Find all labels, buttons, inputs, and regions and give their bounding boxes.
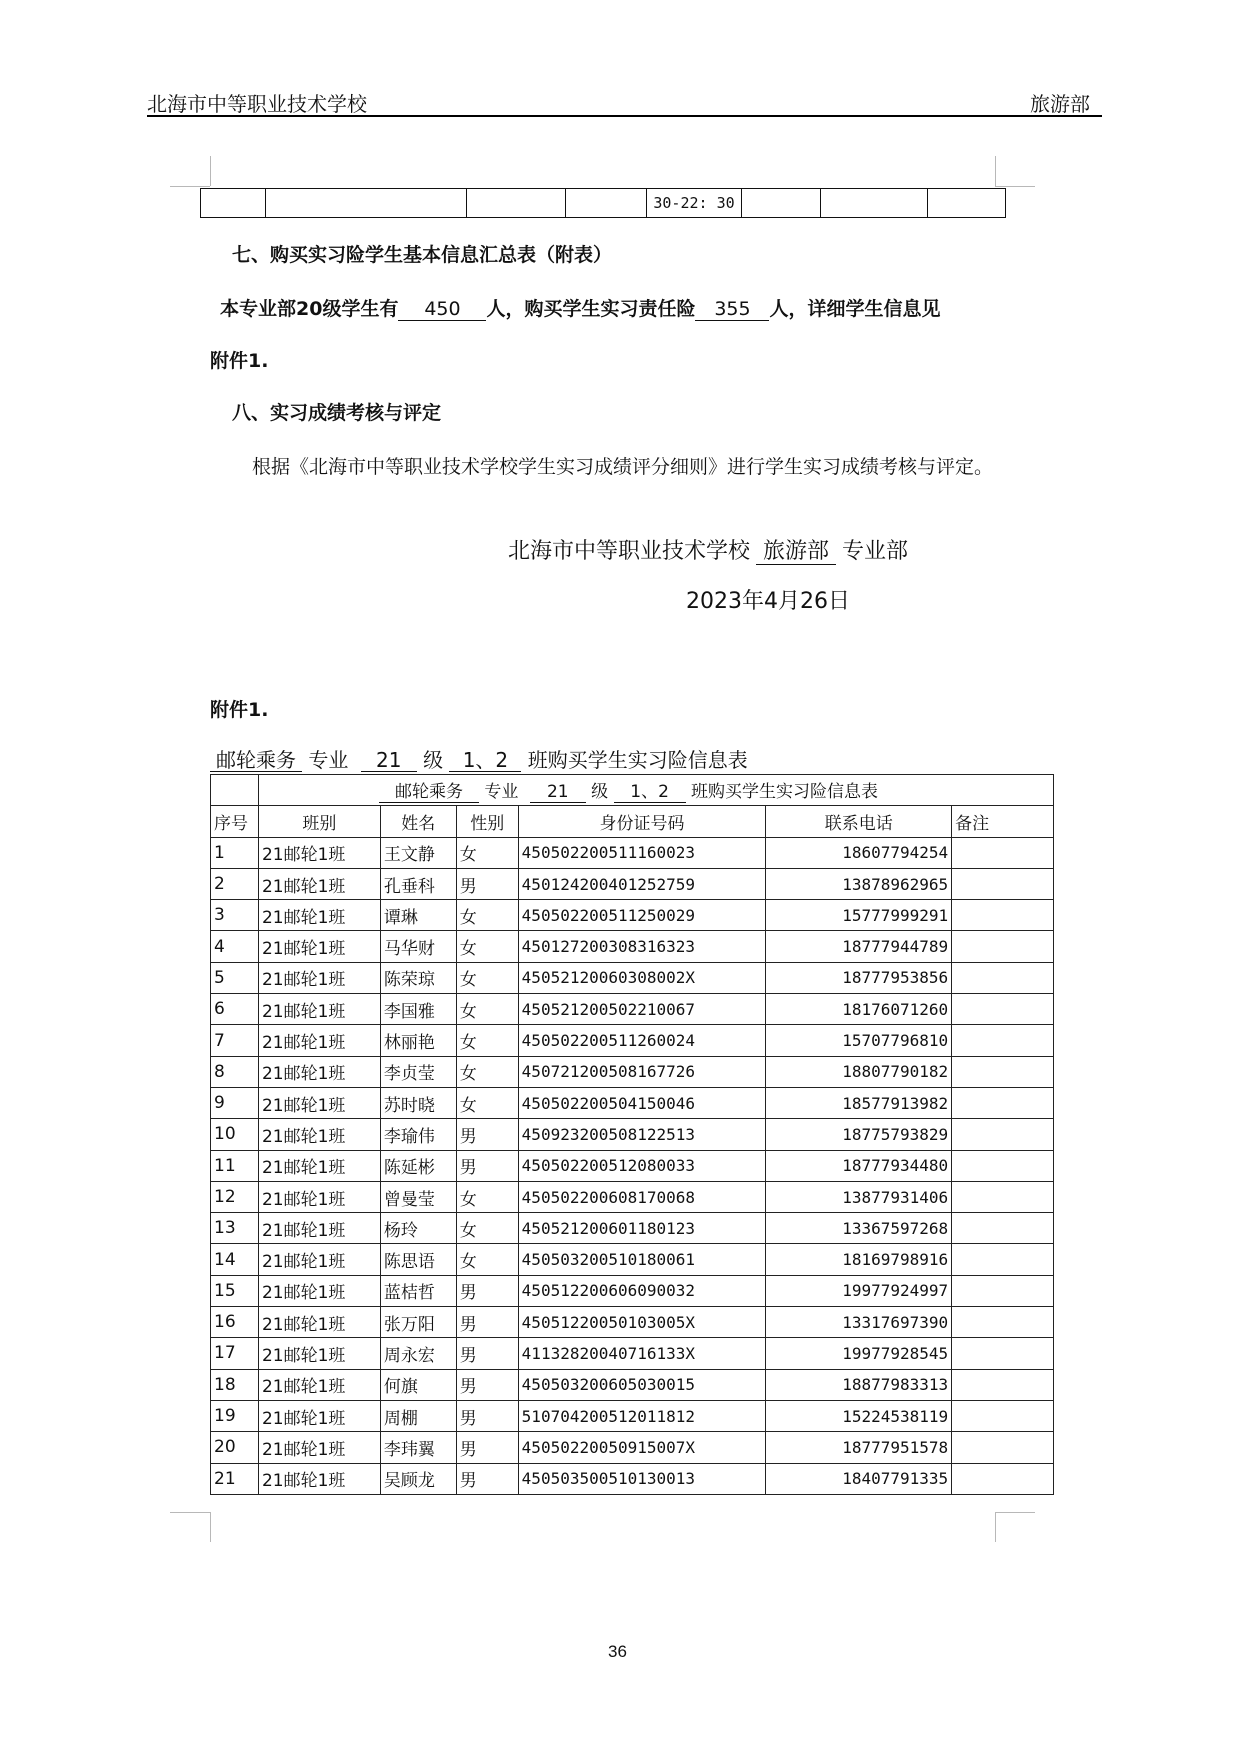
attachment-label: 附件1. <box>210 699 269 721</box>
row-phone: 18407791335 <box>766 1463 952 1494</box>
row-gender: 男 <box>456 1150 518 1181</box>
row-class: 21邮轮1班 <box>258 1213 380 1244</box>
table-row <box>211 1150 1054 1181</box>
row-name: 张万阳 <box>380 1307 456 1338</box>
row-id-number: 450923200508122513 <box>518 1119 766 1150</box>
row-class: 21邮轮1班 <box>258 1307 380 1338</box>
table-row <box>211 931 1054 962</box>
row-index: 16 <box>211 1307 259 1338</box>
table-row <box>211 1307 1054 1338</box>
row-remarks <box>952 1119 1054 1150</box>
row-gender: 女 <box>456 931 518 962</box>
row-class: 21邮轮1班 <box>258 931 380 962</box>
row-phone: 18777934480 <box>766 1150 952 1181</box>
row-class: 21邮轮1班 <box>258 1369 380 1400</box>
header-rule <box>147 115 1102 117</box>
row-name: 何旗 <box>380 1369 456 1400</box>
crop-mark-bottom-left-v <box>210 1512 211 1542</box>
row-index: 2 <box>211 868 259 899</box>
row-name: 谭琳 <box>380 900 456 931</box>
row-class: 21邮轮1班 <box>258 1400 380 1431</box>
row-remarks <box>952 994 1054 1025</box>
row-index: 10 <box>211 1119 259 1150</box>
caption-t3: 班购买学生实习险信息表 <box>527 748 748 772</box>
row-index: 13 <box>211 1213 259 1244</box>
row-remarks <box>952 1181 1054 1212</box>
row-gender: 女 <box>456 837 518 868</box>
continued-table <box>200 188 1006 218</box>
row-phone: 15777999291 <box>766 900 952 931</box>
row-remarks <box>952 868 1054 899</box>
row-name: 吴顾龙 <box>380 1463 456 1494</box>
row-id-number: 450502200511250029 <box>518 900 766 931</box>
row-remarks <box>952 1275 1054 1306</box>
row-phone: 13317697390 <box>766 1307 952 1338</box>
row-class: 21邮轮1班 <box>258 1338 380 1369</box>
row-phone: 18777953856 <box>766 962 952 993</box>
table-cell <box>467 189 566 218</box>
crop-mark-bottom-right-v <box>995 1512 996 1542</box>
row-class: 21邮轮1班 <box>258 1244 380 1275</box>
crop-mark-top-left <box>170 186 210 187</box>
table-title-cell <box>258 775 1053 806</box>
row-remarks <box>952 1307 1054 1338</box>
row-index: 19 <box>211 1400 259 1431</box>
table-row <box>211 1463 1054 1494</box>
table-row <box>211 1369 1054 1400</box>
row-gender: 男 <box>456 868 518 899</box>
row-name: 孔垂科 <box>380 868 456 899</box>
header-gender: 性别 <box>456 806 518 837</box>
section7-paragraph <box>220 294 940 321</box>
row-remarks <box>952 1400 1054 1431</box>
row-index: 4 <box>211 931 259 962</box>
row-name: 林丽艳 <box>380 1025 456 1056</box>
row-name: 马华财 <box>380 931 456 962</box>
row-gender: 女 <box>456 1213 518 1244</box>
page-number: 36 <box>608 1642 627 1661</box>
table-row <box>211 1338 1054 1369</box>
row-phone: 15707796810 <box>766 1025 952 1056</box>
row-phone: 19977924997 <box>766 1275 952 1306</box>
row-name: 周永宏 <box>380 1338 456 1369</box>
header-department: 旅游部 <box>1030 92 1090 116</box>
header-index: 序号 <box>211 806 259 837</box>
crop-mark-bottom-right <box>995 1512 1035 1513</box>
row-id-number: 450503200510180061 <box>518 1244 766 1275</box>
row-remarks <box>952 1244 1054 1275</box>
title-major: 邮轮乘务 <box>379 783 479 803</box>
row-index: 14 <box>211 1244 259 1275</box>
row-id-number: 450124200401252759 <box>518 868 766 899</box>
table-row <box>211 1400 1054 1431</box>
table-row <box>211 1432 1054 1463</box>
row-gender: 男 <box>456 1338 518 1369</box>
row-phone: 13878962965 <box>766 868 952 899</box>
signature-suffix: 专业部 <box>842 539 909 564</box>
row-class: 21邮轮1班 <box>258 837 380 868</box>
row-index: 5 <box>211 962 259 993</box>
section7-text-b: 人，购买学生实习责任险 <box>486 298 696 320</box>
row-name: 李国雅 <box>380 994 456 1025</box>
row-class: 21邮轮1班 <box>258 994 380 1025</box>
row-id-number: 450512200606090032 <box>518 1275 766 1306</box>
row-remarks <box>952 1025 1054 1056</box>
header-name: 姓名 <box>380 806 456 837</box>
signature-date: 2023年4月26日 <box>686 589 850 614</box>
row-phone: 15224538119 <box>766 1400 952 1431</box>
row-index: 8 <box>211 1056 259 1087</box>
row-gender: 男 <box>456 1307 518 1338</box>
section7-text-d: 附件1. <box>210 350 269 372</box>
header-id-number: 身份证号码 <box>518 806 766 837</box>
signature-dept: 旅游部 <box>756 540 836 565</box>
student-count: 450 <box>398 299 486 321</box>
row-class: 21邮轮1班 <box>258 1150 380 1181</box>
table-row <box>211 994 1054 1025</box>
table-row <box>211 1087 1054 1118</box>
row-gender: 女 <box>456 1025 518 1056</box>
row-name: 苏时晓 <box>380 1087 456 1118</box>
table-title-row <box>211 775 1054 806</box>
row-name: 杨玲 <box>380 1213 456 1244</box>
row-index: 9 <box>211 1087 259 1118</box>
crop-mark-top-right <box>995 186 1035 187</box>
row-gender: 男 <box>456 1275 518 1306</box>
row-phone: 18577913982 <box>766 1087 952 1118</box>
row-class: 21邮轮1班 <box>258 962 380 993</box>
row-remarks <box>952 962 1054 993</box>
row-phone: 13367597268 <box>766 1213 952 1244</box>
row-name: 李瑜伟 <box>380 1119 456 1150</box>
caption-grade: 21 <box>361 749 417 772</box>
row-index: 15 <box>211 1275 259 1306</box>
row-phone: 19977928545 <box>766 1338 952 1369</box>
row-index: 6 <box>211 994 259 1025</box>
row-id-number: 450502200504150046 <box>518 1087 766 1118</box>
row-id-number: 450502200512080033 <box>518 1150 766 1181</box>
table-cell <box>211 775 259 806</box>
row-remarks <box>952 837 1054 868</box>
row-gender: 女 <box>456 900 518 931</box>
row-id-number: 450721200508167726 <box>518 1056 766 1087</box>
row-phone: 18775793829 <box>766 1119 952 1150</box>
row-remarks <box>952 1150 1054 1181</box>
table-header-row <box>211 806 1054 837</box>
row-id-number: 510704200512011812 <box>518 1400 766 1431</box>
row-gender: 男 <box>456 1463 518 1494</box>
attachment-caption <box>210 744 748 773</box>
table-row <box>211 962 1054 993</box>
title-t1: 专业 <box>484 782 519 803</box>
row-name: 陈荣琼 <box>380 962 456 993</box>
row-index: 21 <box>211 1463 259 1494</box>
row-class: 21邮轮1班 <box>258 900 380 931</box>
table-cell <box>742 189 821 218</box>
table-row <box>211 1213 1054 1244</box>
row-gender: 男 <box>456 1369 518 1400</box>
row-phone: 18807790182 <box>766 1056 952 1087</box>
table-row <box>211 1056 1054 1087</box>
section7-text-a: 本专业部20级学生有 <box>220 298 399 320</box>
table-row <box>211 1119 1054 1150</box>
table-cell <box>928 189 1006 218</box>
caption-classes: 1、2 <box>449 749 521 772</box>
row-remarks <box>952 1213 1054 1244</box>
row-name: 蓝桔哲 <box>380 1275 456 1306</box>
row-index: 18 <box>211 1369 259 1400</box>
header-remarks: 备注 <box>952 806 1054 837</box>
row-class: 21邮轮1班 <box>258 1181 380 1212</box>
row-id-number: 45050220050915007X <box>518 1432 766 1463</box>
row-class: 21邮轮1班 <box>258 1463 380 1494</box>
section8-body: 根据《北海市中等职业技术学校学生实习成绩评分细则》进行学生实习成绩考核与评定。 <box>252 456 994 478</box>
row-class: 21邮轮1班 <box>258 1025 380 1056</box>
row-remarks <box>952 1338 1054 1369</box>
section7-heading: 七、购买实习险学生基本信息汇总表（附表） <box>232 244 613 266</box>
row-id-number: 45051220050103005X <box>518 1307 766 1338</box>
row-name: 王文静 <box>380 837 456 868</box>
row-remarks <box>952 1087 1054 1118</box>
table-cell <box>266 189 467 218</box>
row-id-number: 450502200511260024 <box>518 1025 766 1056</box>
title-grade: 21 <box>530 783 586 803</box>
row-index: 11 <box>211 1150 259 1181</box>
caption-major: 邮轮乘务 <box>210 749 302 772</box>
caption-t2: 级 <box>423 748 444 772</box>
row-remarks <box>952 931 1054 962</box>
title-t3: 班购买学生实习险信息表 <box>690 782 878 803</box>
row-index: 20 <box>211 1432 259 1463</box>
row-remarks <box>952 1432 1054 1463</box>
row-id-number: 450503200605030015 <box>518 1369 766 1400</box>
row-phone: 18777944789 <box>766 931 952 962</box>
row-class: 21邮轮1班 <box>258 1119 380 1150</box>
crop-mark-top-right-v <box>995 156 996 186</box>
table-row <box>211 1244 1054 1275</box>
row-phone: 18777951578 <box>766 1432 952 1463</box>
row-id-number: 41132820040716133X <box>518 1338 766 1369</box>
row-index: 1 <box>211 837 259 868</box>
row-name: 陈延彬 <box>380 1150 456 1181</box>
row-class: 21邮轮1班 <box>258 1275 380 1306</box>
row-phone: 18169798916 <box>766 1244 952 1275</box>
row-class: 21邮轮1班 <box>258 1432 380 1463</box>
caption-t1: 专业 <box>308 748 349 772</box>
row-id-number: 45052120060308002X <box>518 962 766 993</box>
table-cell <box>821 189 928 218</box>
header-class: 班别 <box>258 806 380 837</box>
row-gender: 男 <box>456 1400 518 1431</box>
table-row <box>211 868 1054 899</box>
row-id-number: 450502200608170068 <box>518 1181 766 1212</box>
row-name: 曾曼莹 <box>380 1181 456 1212</box>
row-gender: 女 <box>456 1087 518 1118</box>
row-phone: 18176071260 <box>766 994 952 1025</box>
row-remarks <box>952 1056 1054 1087</box>
table-row <box>211 900 1054 931</box>
row-gender: 女 <box>456 994 518 1025</box>
row-remarks <box>952 900 1054 931</box>
row-id-number: 450521200601180123 <box>518 1213 766 1244</box>
table-row <box>211 1181 1054 1212</box>
row-class: 21邮轮1班 <box>258 868 380 899</box>
insured-count: 355 <box>695 299 769 321</box>
title-t2: 级 <box>591 782 609 803</box>
table-row <box>211 837 1054 868</box>
signature-school: 北海市中等职业技术学校 <box>508 539 751 564</box>
section8-heading: 八、实习成绩考核与评定 <box>232 402 442 424</box>
insurance-table <box>210 774 1054 1495</box>
row-remarks <box>952 1369 1054 1400</box>
signature-line <box>508 534 908 565</box>
row-index: 17 <box>211 1338 259 1369</box>
row-gender: 女 <box>456 1244 518 1275</box>
row-index: 7 <box>211 1025 259 1056</box>
row-name: 周棚 <box>380 1400 456 1431</box>
title-classes: 1、2 <box>614 783 686 803</box>
table-row <box>211 1275 1054 1306</box>
row-phone: 13877931406 <box>766 1181 952 1212</box>
header-phone: 联系电话 <box>766 806 952 837</box>
row-gender: 女 <box>456 1181 518 1212</box>
table-row <box>211 1025 1054 1056</box>
row-gender: 男 <box>456 1119 518 1150</box>
row-gender: 男 <box>456 1432 518 1463</box>
crop-mark-bottom-left <box>170 1512 210 1513</box>
row-name: 李贞莹 <box>380 1056 456 1087</box>
row-class: 21邮轮1班 <box>258 1056 380 1087</box>
table-cell-time: 30-22: 30 <box>647 189 742 218</box>
row-class: 21邮轮1班 <box>258 1087 380 1118</box>
row-id-number: 450521200502210067 <box>518 994 766 1025</box>
row-index: 12 <box>211 1181 259 1212</box>
row-id-number: 450502200511160023 <box>518 837 766 868</box>
section7-text-c: 人，详细学生信息见 <box>769 298 941 320</box>
row-remarks <box>952 1463 1054 1494</box>
row-name: 李玮翼 <box>380 1432 456 1463</box>
row-index: 3 <box>211 900 259 931</box>
row-phone: 18607794254 <box>766 837 952 868</box>
row-id-number: 450503500510130013 <box>518 1463 766 1494</box>
table-cell <box>566 189 647 218</box>
crop-mark-top-left-v <box>210 156 211 186</box>
table-cell <box>201 189 266 218</box>
row-id-number: 450127200308316323 <box>518 931 766 962</box>
row-phone: 18877983313 <box>766 1369 952 1400</box>
row-gender: 女 <box>456 962 518 993</box>
table-row <box>201 189 1006 218</box>
row-gender: 女 <box>456 1056 518 1087</box>
header-school: 北海市中等职业技术学校 <box>147 92 367 116</box>
row-name: 陈思语 <box>380 1244 456 1275</box>
